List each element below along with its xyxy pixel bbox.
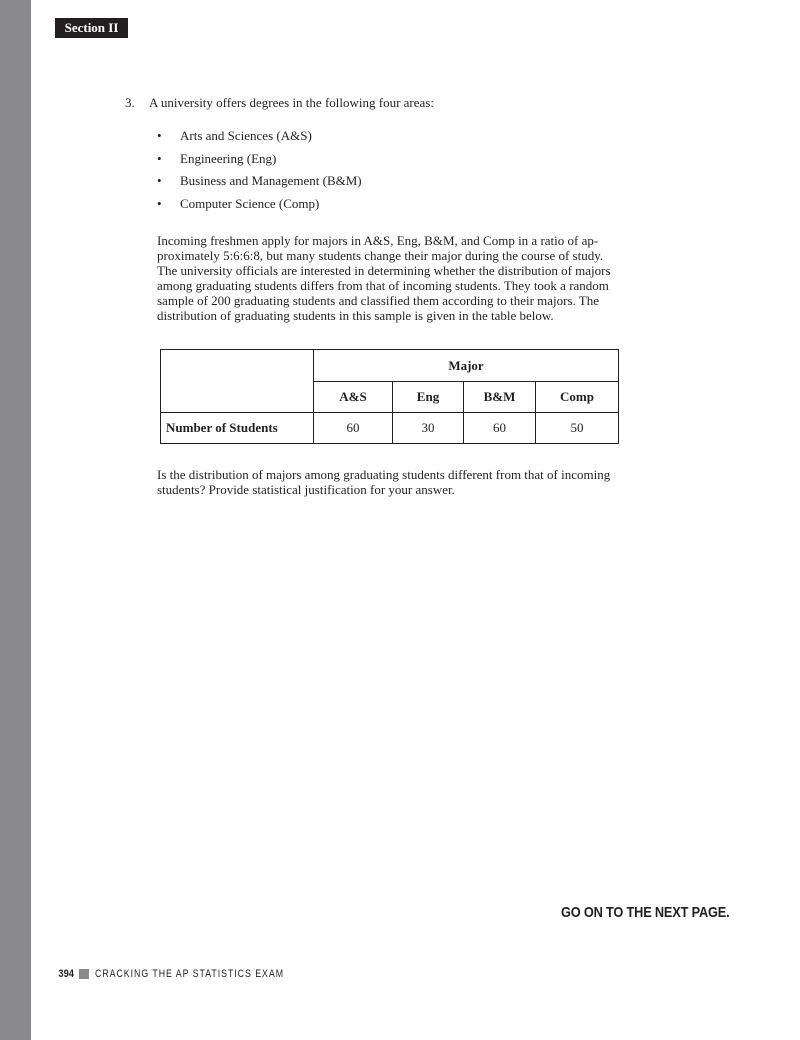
bullet-icon: • <box>157 173 162 188</box>
go-on-notice: GO ON TO THE NEXT PAGE. <box>561 904 730 921</box>
table-cell: 60 <box>464 413 536 444</box>
list-item: • Engineering (Eng) <box>157 150 277 166</box>
page-number: 394 <box>58 968 74 980</box>
table-cell: 30 <box>393 413 464 444</box>
major-header: Major <box>314 350 619 382</box>
book-title: CRACKING THE AP STATISTICS EXAM <box>95 968 285 980</box>
table-row <box>161 413 619 444</box>
table-cell: 60 <box>314 413 393 444</box>
row-label: Number of Students <box>161 413 314 444</box>
list-item: • Arts and Sciences (A&S) <box>157 128 312 143</box>
areas-list <box>157 128 362 218</box>
column-header: Eng <box>393 382 464 413</box>
bullet-icon: • <box>157 128 162 143</box>
list-item: • Business and Management (B&M) <box>157 173 362 188</box>
majors-table <box>160 349 619 444</box>
list-item: • Computer Science (Comp) <box>157 195 320 211</box>
empty-corner-cell <box>161 350 314 413</box>
column-header: B&M <box>464 382 536 413</box>
square-icon <box>79 969 89 979</box>
column-header: A&S <box>314 382 393 413</box>
bullet-icon: • <box>157 150 162 166</box>
question-prompt: Is the distribution of majors among graduating students different from that of incoming students? Provide statistical justification for your answer. <box>157 467 611 497</box>
table-cell: 50 <box>536 413 619 444</box>
page-footer <box>57 968 332 980</box>
bullet-icon: • <box>157 195 162 211</box>
question-intro: A university offers degrees in the following four areas: <box>149 95 434 110</box>
question-paragraph: Incoming freshmen apply for majors in A&S, Eng, B&M, and Comp in a ratio of ap- proximately 5:6:6:8, but many students change their major during the course of study. The university officials are interested in determining whether the distribution of majors among graduating students differs from that of incoming students. They took a random sample of 200 graduating students and classified them according to their majors. The distribution of graduating students in this sample is given in the table below. <box>157 233 611 323</box>
question-number: 3. <box>125 95 135 110</box>
page-edge-bar <box>0 0 31 1040</box>
column-header: Comp <box>536 382 619 413</box>
section-label: Section II <box>55 18 128 38</box>
